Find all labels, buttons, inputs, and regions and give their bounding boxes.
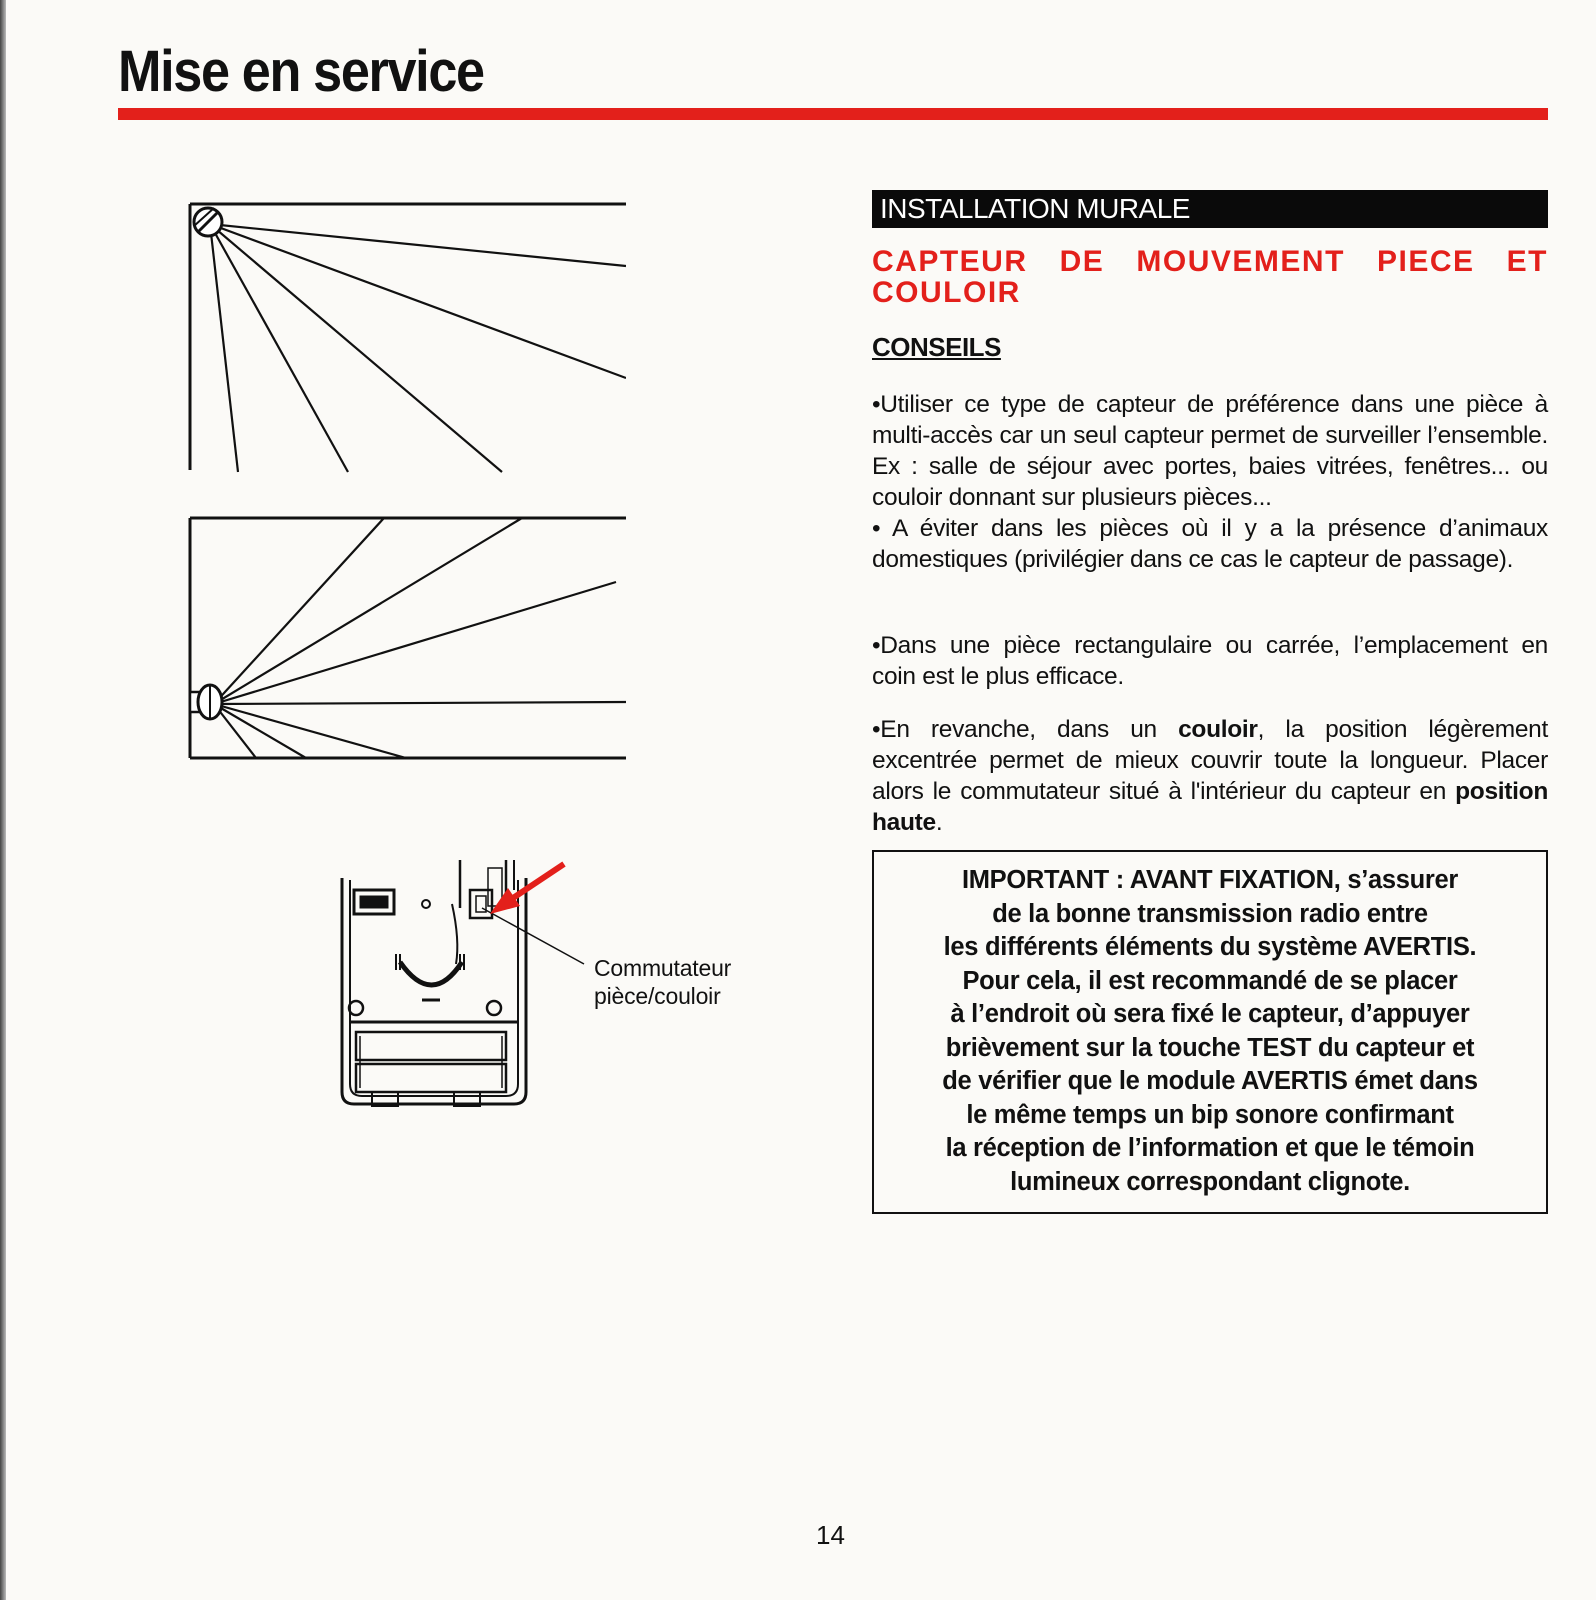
title-rule xyxy=(118,108,1548,120)
paragraph-animals xyxy=(872,513,1548,575)
switch-callout-label xyxy=(594,954,731,1010)
page-title: Mise en service xyxy=(118,39,484,104)
page-number: 14 xyxy=(816,1520,845,1550)
important-line: le même temps un bip sonore confirmant xyxy=(966,1100,1454,1129)
important-line: Pour cela, il est recommandé de se placer xyxy=(962,966,1458,995)
emphasis-couloir: couloir xyxy=(1178,716,1258,743)
sensor-heading: CAPTEUR DE MOUVEMENT PIECE ET COULOIR xyxy=(872,245,1548,309)
important-line: à l’endroit où sera fixé le capteur, d’appuyer xyxy=(950,1000,1470,1028)
important-line: les différents éléments du système AVERTIS. xyxy=(943,933,1477,961)
important-line: de vérifier que le module AVERTIS émet dans xyxy=(942,1067,1478,1095)
section-title-bar: INSTALLATION MURALE xyxy=(872,190,1548,228)
paragraph-text: •Dans une pièce rectangulaire ou carrée, l’emplacement en coin est le plus efficace. xyxy=(872,632,1548,690)
paragraph-text: , la position légèrement excentrée permet de mieux couvrir toute la longueur. Placer alors le commutateur situé à l'intérieur du capteur en xyxy=(872,716,1548,805)
sensor-icon xyxy=(194,208,222,236)
important-line: lumineux correspondant clignote. xyxy=(1010,1167,1410,1196)
important-line: brièvement sur la touche TEST du capteur et xyxy=(945,1033,1475,1062)
paragraph-text: •Utiliser ce type de capteur de préférence dans une pièce à multi-accès car un seul capteur permet de surveiller l’ensemble. Ex : salle de séjour avec portes, baies vitrées, fenêtres... ou couloir donnant sur plusieurs pièces... xyxy=(872,391,1548,511)
sensor-interior-diagram xyxy=(336,860,596,1114)
paragraph-text: • A éviter dans les pièces où il y a la présence d’animaux domestiques (privilégier dans ce cas le capteur de passage). xyxy=(872,515,1548,573)
paragraph-corridor xyxy=(872,714,1548,838)
corner-coverage-diagram xyxy=(186,198,626,478)
important-line: IMPORTANT : AVANT FIXATION, s’assurer xyxy=(961,866,1459,894)
callout-line: pièce/couloir xyxy=(594,983,721,1009)
important-line: la réception de l’information et que le témoin xyxy=(945,1134,1475,1162)
paragraph-corner xyxy=(872,630,1548,692)
important-line: de la bonne transmission radio entre xyxy=(992,899,1428,928)
paragraph-text: •En revanche, dans un xyxy=(872,716,1179,743)
emphasis-position-haute: position haute xyxy=(872,778,1548,836)
sensor-icon xyxy=(190,685,222,719)
corridor-coverage-diagram xyxy=(186,512,626,762)
page-binding-edge xyxy=(0,0,6,1600)
paragraph-multi-access xyxy=(872,389,1548,513)
important-notice-box xyxy=(872,850,1548,1214)
paragraph-text: . xyxy=(935,809,943,836)
conseils-heading: CONSEILS xyxy=(872,332,1001,362)
callout-line: Commutateur xyxy=(594,955,732,981)
